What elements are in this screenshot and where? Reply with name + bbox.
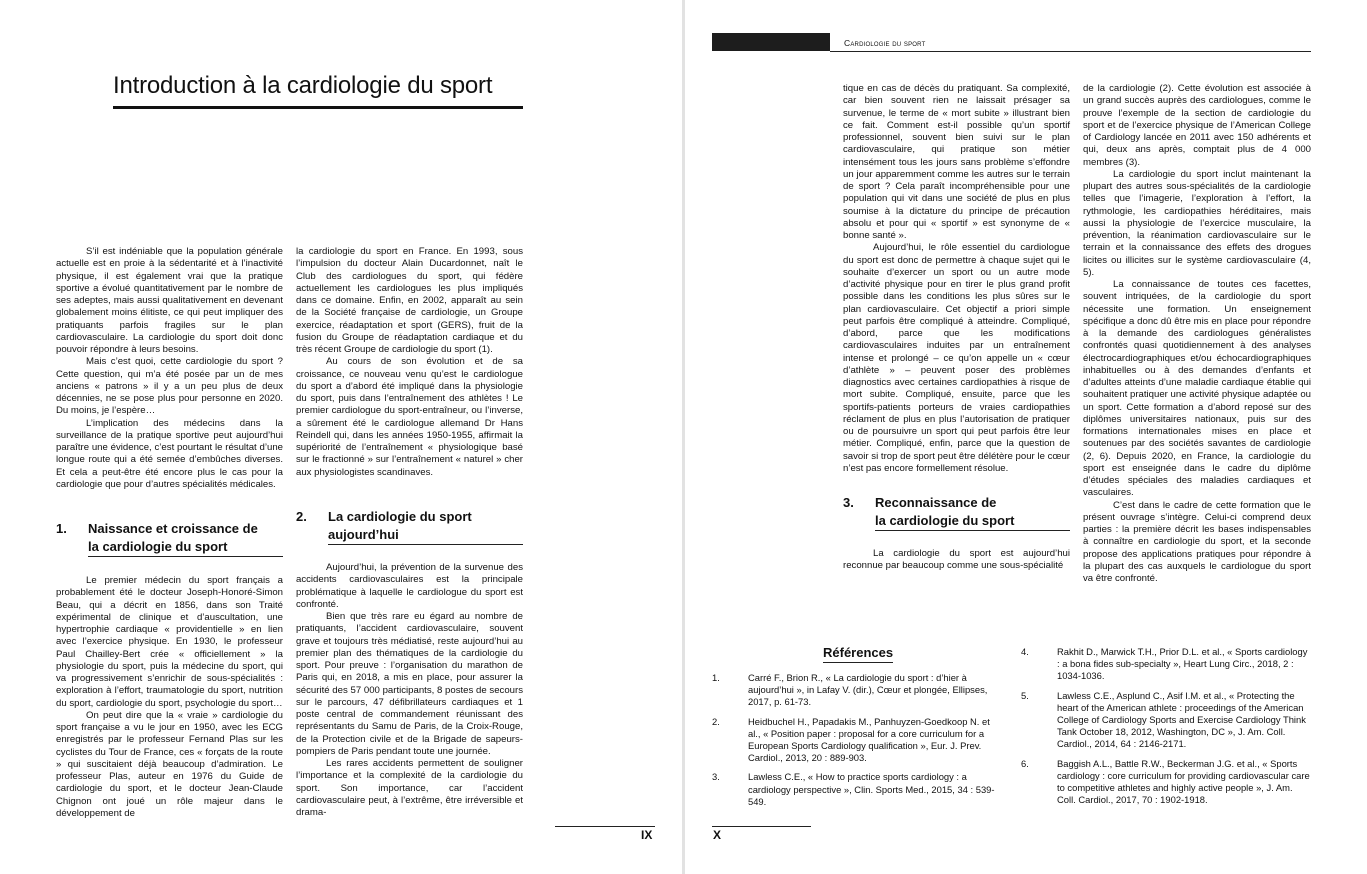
section-title-line: La cardiologie du sport xyxy=(328,509,472,524)
section-number: 1. xyxy=(56,521,67,536)
left-page xyxy=(0,0,682,874)
reference-item xyxy=(712,716,1002,765)
references-title: Références xyxy=(823,645,894,660)
right-page-column-1 xyxy=(843,83,1070,475)
paragraph: Les rares accidents permettent de souligner l’importance et la complexité de la cardiologie du sport. Son importance, car l’accident cardiovasculaire peut, à l’extrême, être irréversible et drama- xyxy=(296,758,523,818)
reference-text: Lawless C.E., « How to practice sports cardiology : a cardiology perspective », Clin. Sports Med., 2015, 34 : 539-549. xyxy=(748,771,995,807)
reference-text: Baggish A.L., Battle R.W., Beckerman J.G. et al., « Sports cardiology : core curriculum for providing cardiovascular care to competitive athletes and highly active people », J. Am. Coll. Cardiol., 2017, 70 : 1902-1918. xyxy=(1057,757,1310,806)
paragraph: C’est dans le cadre de cette formation que le présent ouvrage s’intègre. Celui-ci comprend deux parties : la première décrit les bases indispensables à connaître en cardiologie du sport, et la seconde propose des applications pratiques pour répondre à la plupart des cas auxquels le cardiologue du sport va être confronté. xyxy=(1083,499,1311,584)
page-number: IX xyxy=(641,828,653,842)
reference-text: Heidbuchel H., Papadakis M., Panhuyzen-Goedkoop N. et al., « Position paper : proposal for a core curriculum for a European Sports Cardiology qualification », Eur. J. Prev. Cardiol., 2013, 20 : 889-903. xyxy=(748,715,990,764)
paragraph: de la cardiologie (2). Cette évolution est associée à un grand succès auprès des cardiologues, comme le prouve l’exemple de la section de cardiologie du sport et de l’exercice physique de l’American College of Cardiology lancée en 2011 avec 150 adhérents et qui, deux ans après, comptait plus de 4 000 membres (3). xyxy=(1083,83,1311,168)
section-number: 2. xyxy=(296,509,307,524)
reference-item xyxy=(1021,758,1311,807)
reference-item xyxy=(712,672,1002,709)
reference-number: 4. xyxy=(1021,646,1029,657)
section-number: 3. xyxy=(843,495,854,510)
running-head-bar xyxy=(712,33,830,51)
title-underline xyxy=(113,106,523,109)
paragraph: S’il est indéniable que la population générale actuelle est en proie à la sédentarité et à l’inactivité physique, il est également vrai que la pratique sportive a évolué quantitativement par le nombre de ses adeptes, mais aussi qualitativement en devenant globalement moins élitiste, ce qui peut impliquer des pratiquants parfois fragiles sur le plan cardiovasculaire. La cardiologie du sport doit donc pouvoir répondre à leurs besoins. xyxy=(56,246,283,355)
reference-number: 6. xyxy=(1021,757,1029,769)
paragraph: La cardiologie du sport est aujourd’hui reconnue par beaucoup comme une sous-spécialité xyxy=(843,548,1070,572)
right-page xyxy=(685,0,1367,874)
page-number: X xyxy=(713,828,722,842)
section-title-line: la cardiologie du sport xyxy=(88,539,228,554)
folio-rule xyxy=(555,826,655,827)
paragraph: Le premier médecin du sport français a probablement été le docteur Joseph-Honoré-Simon Beau, qui a décrit en 1856, dans son Traité expérimental de clinique et d’auscultation, une hypertrophie cardiaque « providentielle » en lien avec l’exercice physique. En 1930, le professeur Paul Chailley-Bert crée « officiellement » la physiologie du sport, puis la médecine du sport, qui va progressivement s’enrichir de sous-spécialités : exploration à l’effort, traumatologie du sport, nutrition du sport, cardiologie du sport, psychologie du sport… xyxy=(56,575,283,709)
paragraph: Mais c’est quoi, cette cardiologie du sport ? Cette question, qui m’a été posée par un de mes anciens « patrons » il y a un peu plus de deux décennies, ne se pose plus pour personne en 2020. Du moins, je l’espère… xyxy=(56,356,283,417)
references-list-right xyxy=(1021,646,1311,813)
right-page-column-2 xyxy=(1083,83,1311,585)
section-title-line: Naissance et croissance de xyxy=(88,521,258,536)
paragraph: la cardiologie du sport en France. En 1993, sous l’impulsion du docteur Alain Ducardonnet, naît le Club des cardiologues du sport, qui fédère actuellement les cardiologues les plus impliqués dans ce domaine. Enfin, en 2002, apparaît au sein de la Société française de cardiologie, un Groupe exercice, réadaptation et sport (GERS), fruit de la fusion du Groupe de réadaptation cardiaque et du très récent Groupe de cardiologie du sport (1). xyxy=(296,246,523,355)
reference-number: 2. xyxy=(712,715,720,727)
left-page-column-2 xyxy=(296,246,523,479)
section-rule xyxy=(88,556,283,557)
references-rule xyxy=(823,662,893,663)
reference-number: 1. xyxy=(712,672,720,683)
references-list-left xyxy=(712,672,1002,815)
right-page-column-1-section xyxy=(843,548,1070,573)
section-heading-2 xyxy=(296,508,523,544)
reference-number: 3. xyxy=(712,771,720,783)
section-title-line: Reconnaissance de xyxy=(875,495,997,510)
section-heading-3 xyxy=(843,494,1070,530)
paragraph: Aujourd’hui, le rôle essentiel du cardiologue du sport est donc de permettre à chaque sujet qui le souhaite d’exercer un sport ou un autre mode d’activité physique pour en tirer le plus grand profit possible dans les conditions les plus sûres sur le plan cardiovasculaire. Cet objectif a priori simple peut parfois être compliqué à atteindre. Compliqué, d’abord, parce que les modifications cardiovasculaires induites par un entraînement intense et prolongé – ce qu’on appelle un « cœur d’athlète » – peuvent poser des problèmes diagnostics avec certaines cardiopathies à risque de mort subite. Compliqué, ensuite, parce que les sportifs-patients porteurs de vraies cardiopathies réclament de plus en plus l’autorisation de pratiquer ou de poursuivre un sport qui peut parfois être leur métier. Compliqué, enfin, parce que la question de savoir si trop de sport peut être délétère pour le cœur n’est pas encore formellement résolue. xyxy=(843,242,1070,474)
paragraph: Bien que très rare eu égard au nombre de pratiquants, l’accident cardiovasculaire, souvent grave et toujours très médiatisé, reste aujourd’hui au premier plan des thématiques de la cardiologie du sport. Pour preuve : l’organisation du marathon de Paris qui, en 2018, a mis en place, pour assurer la sécurité des 57 000 participants, 8 postes de secours sur le parcours, 47 défibrillateurs cardiaques et 1 poste central de commandement réunissant des représentants du Samu de Paris, de la Croix-Rouge, de la Protection civile et de la Brigade de sapeurs-pompiers de Paris pendant toute une journée. xyxy=(296,611,523,757)
reference-item xyxy=(1021,646,1311,683)
running-head-rule xyxy=(830,51,1311,52)
paragraph: L’implication des médecins dans la surveillance de la pratique sportive peut aujourd’hui paraître une évidence, c’est pourtant le résultat d’une longue route qui a été semée d’embûches diverses. Et cela a peut-être été encore plus le cas pour la cardiologie que pour d’autres spécialités médicales. xyxy=(56,417,283,490)
section-rule xyxy=(328,544,523,545)
section-title-line: aujourd’hui xyxy=(328,527,399,542)
section-rule xyxy=(875,530,1070,531)
reference-text: Carré F., Brion R., « La cardiologie du sport : d’hier à aujourd’hui », in Lafay V. (dir.), Cœur et plongée, Ellipses, 2017, p. 61-73. xyxy=(748,672,988,708)
left-page-column-2-section xyxy=(296,562,523,819)
section-heading-1 xyxy=(56,520,283,556)
paragraph: Au cours de son évolution et de sa croissance, ce nouveau venu qu’est le cardiologue du sport a d’abord été impliqué dans la physiologie du sport, puis dans l’entraînement des athlètes ! Le premier cardiologue du sport-entraîneur, ou l’inverse, a sûrement été le cardiologue allemand Dr Hans Reindell qui, dans les années 1950-1955, affirmait la supériorité de l’entraînement « physiologique basé sur le fractionné » sur l’entraînement « naturel » cher aux physiologistes scandinaves. xyxy=(296,356,523,478)
paragraph: La connaissance de toutes ces facettes, souvent intriquées, de la cardiologie du sport nécessite une formation. Un enseignement spécifique a donc dû être mis en place pour répondre à la demande des cardiologues généralistes confrontés quasi quotidiennement à des analyses électrocardiographiques et/ou échocardiographiques inhabituelles ou à des demandes d’enfants et d’adultes atteints d’une maladie cardiaque établie qui souhaitent pratiquer une activité physique adaptée ou un sport. Cette formation a d’abord reposé sur des diplômes universitaires nationaux, puis sur des formations internationales mises en place et soutenues par des sociétés savantes de cardiologie (2, 6). Depuis 2020, en France, la cardiologie du sport est enseignée dans le cadre du diplôme d’études spéciales des maladies cardiaques et vasculaires. xyxy=(1083,279,1311,499)
reference-item xyxy=(1021,690,1311,751)
left-page-column-1 xyxy=(56,246,283,491)
page-title: Introduction à la cardiologie du sport xyxy=(113,72,493,99)
paragraph: Aujourd’hui, la prévention de la survenue des accidents cardiovasculaires est la principale problématique à laquelle le cardiologue du sport est confronté. xyxy=(296,562,523,610)
reference-text: Lawless C.E., Asplund C., Asif I.M. et al., « Protecting the heart of the American athlete : proceedings of the American College of Cardiology Sports and Exercise Cardiology Think Tank October 18, 2012, Washington, DC », J. Am. Coll. Cardiol., 2014, 64 : 2146-2171. xyxy=(1057,689,1306,750)
reference-text: Rakhit D., Marwick T.H., Prior D.L. et al., « Sports cardiology : a bona fides sub-specialty », Heart Lung Circ., 2018, 2 : 1034-1036. xyxy=(1057,646,1308,682)
reference-number: 5. xyxy=(1021,689,1029,701)
paragraph: tique en cas de décès du pratiquant. Sa complexité, car bien souvent rien ne laissait présager sa survenue, le terme de « mort subite » illustrant bien ce fait. Comment est-il possible qu’un sportif professionnel, souvent bien suivi sur le plan cardiovasculaire, qui pratique son métier intensément tous les jours sans problème s’effondre un jour apparemment comme les autres sur le terrain de sport ? Cela paraît incompréhensible pour une population qui vit dans une société de plus en plus soumise à la dictature du principe de précaution absolu et pour qui « sportif » est synonyme de « bonne santé ». xyxy=(843,83,1070,241)
running-head: Cardiologie du sport xyxy=(844,38,926,48)
section-title-line: la cardiologie du sport xyxy=(875,513,1015,528)
paragraph: La cardiologie du sport inclut maintenant la plupart des autres sous-spécialités de la cardiologie telles que l’imagerie, l’exploration à l’effort, la rythmologie, les cardiopathies héréditaires, mais aussi la physiologie de l’exercice musculaire, la prévention, la réanimation cardiovasculaire sur le terrain et la connaissance des effets des drogues licites ou illicites sur le système cardiovasculaire (4, 5). xyxy=(1083,168,1311,278)
folio-rule xyxy=(712,826,811,827)
reference-item xyxy=(712,771,1002,808)
left-page-column-1-section xyxy=(56,575,283,820)
paragraph: On peut dire que la « vraie » cardiologie du sport française a vu le jour en 1950, avec les ECG enregistrés par le professeur Fernand Plas sur les cyclistes du Tour de France, ces « forçats de la route » qui suscitaient déjà beaucoup d’admiration. Le professeur Plas, auteur en 1976 du Guide de cardiologie du sport, et le docteur Jean-Claude Chignon ont joué un rôle majeur dans le développement de xyxy=(56,709,283,819)
